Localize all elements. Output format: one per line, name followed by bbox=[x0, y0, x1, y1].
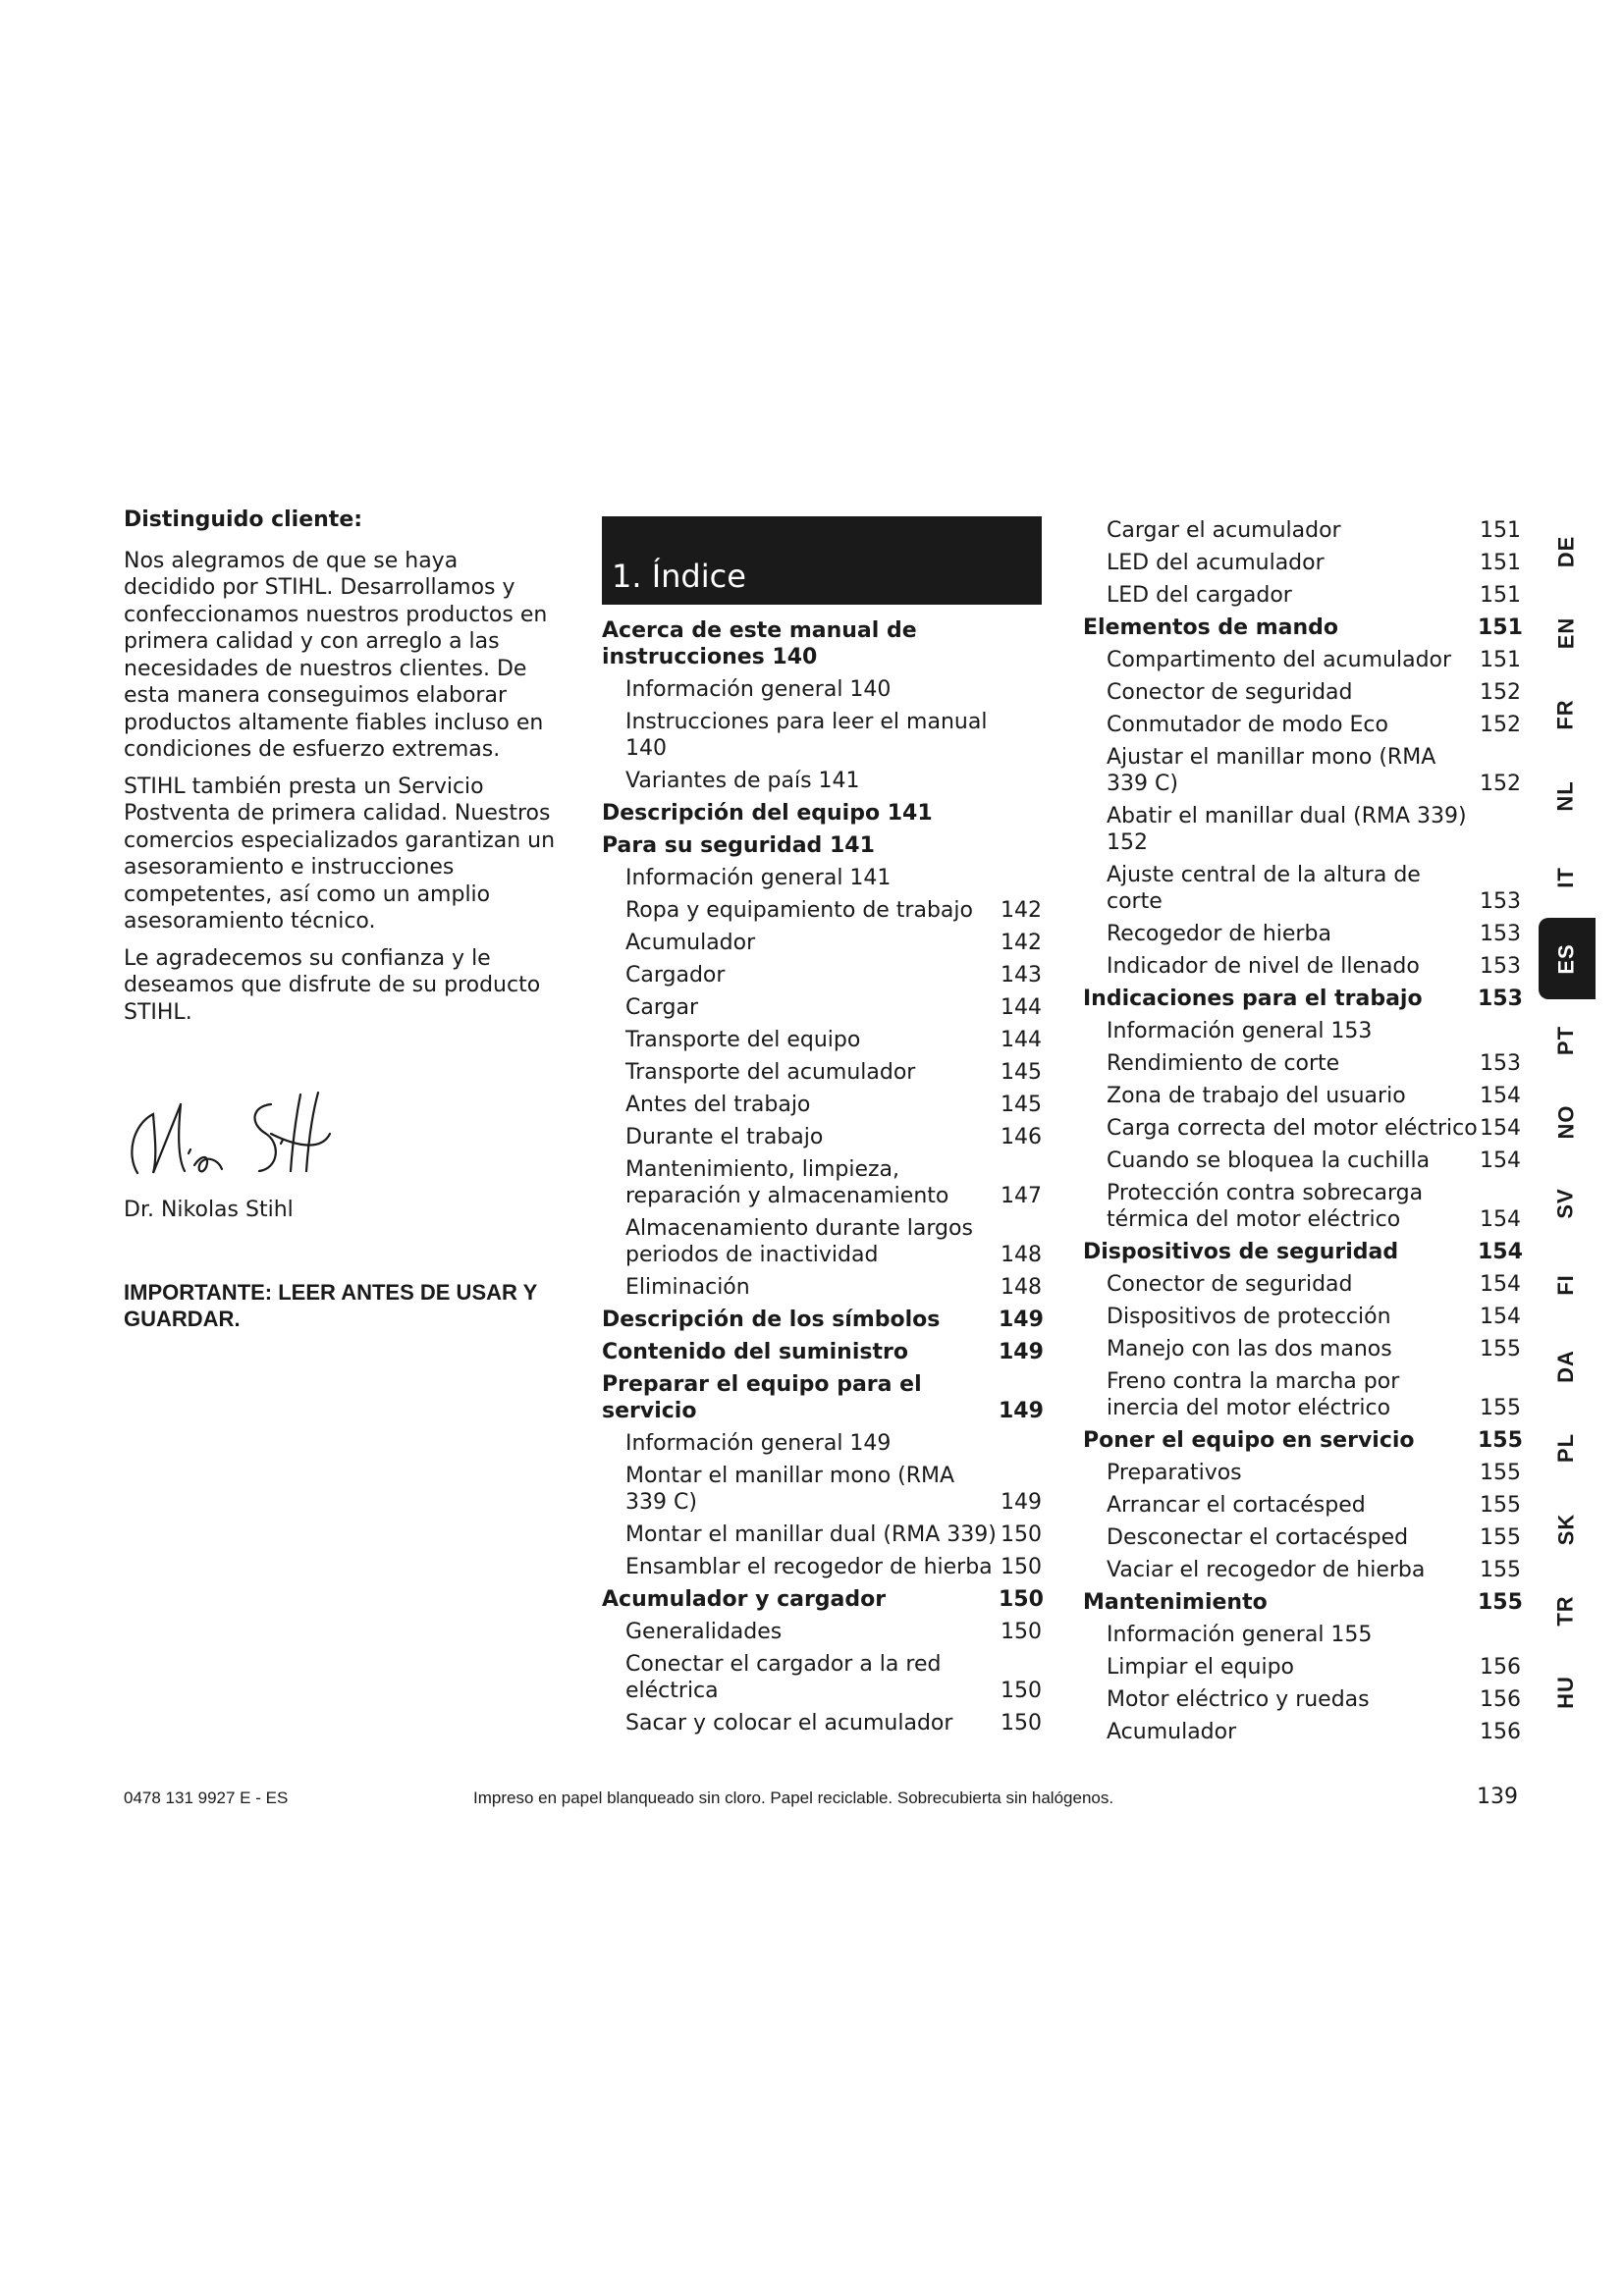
toc-entry-page: 143 bbox=[1001, 963, 1042, 988]
toc-entry-page: 149 bbox=[999, 1340, 1044, 1364]
toc-entry-page: 155 bbox=[1480, 1461, 1521, 1485]
toc-entry-page: 151 bbox=[1480, 518, 1521, 543]
toc-entry-page: 155 bbox=[1480, 1558, 1521, 1582]
toc-entry[interactable] bbox=[602, 1089, 1042, 1121]
toc-entry-title: Para su seguridad 141 bbox=[602, 833, 875, 858]
toc-entry[interactable] bbox=[602, 894, 1042, 927]
letter-greeting: Distinguido cliente: bbox=[124, 507, 363, 532]
toc-entry-title: Cargar bbox=[625, 995, 698, 1020]
toc-entry[interactable] bbox=[1083, 579, 1521, 612]
toc-entry-title: Montar el manillar mono (RMA 339 C) bbox=[625, 1464, 955, 1515]
toc-entry-page: 147 bbox=[1001, 1184, 1042, 1208]
toc-entry[interactable] bbox=[1083, 1333, 1521, 1365]
language-tab-label: DE bbox=[1553, 535, 1578, 567]
toc-section[interactable] bbox=[1083, 983, 1521, 1015]
language-tab-nl[interactable] bbox=[1537, 755, 1596, 836]
language-tab-pl[interactable] bbox=[1537, 1407, 1596, 1488]
toc-entry-title: Elementos de mando bbox=[1083, 615, 1339, 640]
toc-entry-title: Acumulador bbox=[1107, 1720, 1237, 1744]
toc-entry-title: Información general 141 bbox=[625, 866, 892, 890]
toc-entry-page: 146 bbox=[1001, 1125, 1042, 1149]
toc-entry[interactable] bbox=[602, 1024, 1042, 1056]
toc-entry-page: 154 bbox=[1480, 1084, 1521, 1108]
language-tab-en[interactable] bbox=[1537, 592, 1596, 673]
toc-entry-page: 149 bbox=[999, 1308, 1044, 1332]
toc-entry-title: Cargar el acumulador bbox=[1107, 518, 1341, 543]
toc-entry-title: Transporte del acumulador bbox=[625, 1060, 916, 1085]
document-number: 0478 131 9927 E - ES bbox=[124, 1789, 289, 1807]
letter-paragraph: Le agradecemos su confianza y le deseamos que disfrute de su producto STIHL. bbox=[124, 945, 541, 1025]
toc-entry[interactable] bbox=[602, 1056, 1042, 1089]
toc-entry[interactable] bbox=[1083, 1554, 1521, 1586]
toc-entry[interactable] bbox=[1083, 1268, 1521, 1301]
toc-entry-page: 144 bbox=[1001, 1028, 1042, 1052]
toc-entry-title: Información general 140 bbox=[625, 677, 892, 702]
toc-entry-page: 149 bbox=[1001, 1490, 1042, 1515]
toc-entry[interactable] bbox=[602, 706, 1042, 765]
toc-entry-title: Motor eléctrico y ruedas bbox=[1107, 1687, 1370, 1712]
toc-entry-title: Información general 149 bbox=[625, 1431, 892, 1456]
toc-entry-page: 153 bbox=[1480, 922, 1521, 946]
toc-entry-page: 150 bbox=[1001, 1679, 1042, 1703]
toc-entry[interactable] bbox=[1083, 800, 1521, 859]
toc-entry-title: Ajustar el manillar mono (RMA 339 C) bbox=[1107, 745, 1436, 796]
toc-entry-page: 145 bbox=[1001, 1060, 1042, 1085]
toc-entry[interactable] bbox=[1083, 1716, 1521, 1748]
toc-entry-page: 153 bbox=[1480, 954, 1521, 979]
toc-entry-page: 148 bbox=[1001, 1275, 1042, 1300]
toc-entry-title: Conmutador de modo Eco bbox=[1107, 713, 1388, 737]
language-tab-fr[interactable] bbox=[1537, 673, 1596, 755]
toc-entry-page: 154 bbox=[1478, 1240, 1523, 1264]
toc-entry[interactable] bbox=[1083, 547, 1521, 579]
toc-entry-title: Conector de seguridad bbox=[1107, 1272, 1353, 1297]
toc-entry[interactable] bbox=[602, 1616, 1042, 1648]
index-column-2 bbox=[1083, 514, 1521, 1748]
toc-entry-title: Variantes de país 141 bbox=[625, 769, 860, 793]
toc-entry[interactable] bbox=[602, 1648, 1042, 1707]
toc-entry-title: Vaciar el recogedor de hierba bbox=[1107, 1558, 1426, 1582]
index-title: 1. Índice bbox=[602, 516, 1042, 605]
signature-image bbox=[124, 1085, 359, 1183]
toc-entry[interactable] bbox=[602, 1427, 1042, 1460]
toc-entry-page: 150 bbox=[1001, 1555, 1042, 1579]
toc-entry-title: Montar el manillar dual (RMA 339) bbox=[625, 1522, 997, 1547]
toc-entry-title: Limpiar el equipo bbox=[1107, 1655, 1295, 1680]
toc-entry-title: Protección contra sobrecarga térmica del motor eléctrico bbox=[1107, 1181, 1424, 1232]
toc-entry-page: 153 bbox=[1480, 1051, 1521, 1076]
toc-entry[interactable] bbox=[602, 1519, 1042, 1551]
toc-entry[interactable] bbox=[1083, 918, 1521, 950]
toc-entry-page: 154 bbox=[1480, 1207, 1521, 1232]
toc-entry[interactable] bbox=[602, 1707, 1042, 1739]
toc-entry-title: Generalidades bbox=[625, 1620, 783, 1644]
toc-section[interactable] bbox=[602, 1336, 1042, 1368]
toc-entry-page: 155 bbox=[1480, 1396, 1521, 1420]
language-tab-label: TR bbox=[1552, 1594, 1578, 1627]
toc-entry-title: Carga correcta del motor eléctrico bbox=[1107, 1116, 1478, 1141]
toc-section[interactable] bbox=[602, 829, 1042, 862]
toc-entry-page: 150 bbox=[1001, 1522, 1042, 1547]
language-tab-label: PT bbox=[1553, 1025, 1578, 1055]
welcome-letter bbox=[124, 507, 556, 1036]
toc-entry-title: Manejo con las dos manos bbox=[1107, 1337, 1392, 1362]
toc-entry[interactable] bbox=[602, 1460, 1042, 1519]
language-tab-label: PL bbox=[1553, 1432, 1578, 1463]
toc-entry[interactable] bbox=[602, 1551, 1042, 1583]
toc-entry-page: 142 bbox=[1001, 931, 1042, 955]
toc-entry-title: Antes del trabajo bbox=[625, 1093, 811, 1117]
toc-entry-title: Eliminación bbox=[625, 1275, 750, 1300]
language-tab-label: IT bbox=[1553, 866, 1578, 888]
toc-entry-title: Acumulador y cargador bbox=[602, 1587, 887, 1612]
toc-entry[interactable] bbox=[1083, 1177, 1521, 1236]
toc-entry-page: 156 bbox=[1480, 1687, 1521, 1712]
toc-entry-title: Dispositivos de seguridad bbox=[1083, 1240, 1399, 1264]
toc-entry[interactable] bbox=[1083, 1145, 1521, 1177]
toc-entry-title: Desconectar el cortacésped bbox=[1107, 1525, 1409, 1550]
toc-entry[interactable] bbox=[1083, 859, 1521, 918]
toc-entry-title: Rendimiento de corte bbox=[1107, 1051, 1340, 1076]
toc-entry-page: 154 bbox=[1480, 1305, 1521, 1329]
language-tab-label: HU bbox=[1553, 1675, 1578, 1709]
toc-entry-page: 151 bbox=[1478, 615, 1523, 640]
toc-section[interactable] bbox=[602, 1304, 1042, 1336]
toc-entry-title: Poner el equipo en servicio bbox=[1083, 1428, 1415, 1453]
toc-entry-page: 150 bbox=[999, 1587, 1044, 1612]
page-number: 139 bbox=[1477, 1785, 1518, 1809]
language-tab-fi[interactable] bbox=[1537, 1244, 1596, 1325]
letter-paragraph: Nos alegramos de que se haya decidido por STIHL. Desarrollamos y confeccionamos nuestros productos en primera calidad y con arreglo a las necesidades de nuestros clientes. De esta manera conseguimos elaborar productos altamente fiables incluso en condiciones de esfuerzo extremas. bbox=[124, 548, 548, 762]
toc-entry[interactable] bbox=[602, 1121, 1042, 1153]
language-tab-label: EN bbox=[1553, 616, 1578, 649]
toc-entry-title: Instrucciones para leer el manual 140 bbox=[625, 710, 988, 761]
signer-name: Dr. Nikolas Stihl bbox=[124, 1198, 294, 1222]
index-column-1 bbox=[602, 516, 1042, 1739]
toc-section[interactable] bbox=[602, 1368, 1042, 1427]
toc-entry-page: 154 bbox=[1480, 1272, 1521, 1297]
toc-entry[interactable] bbox=[1083, 676, 1521, 709]
toc-section[interactable] bbox=[1083, 1586, 1521, 1619]
toc-entry-page: 154 bbox=[1480, 1148, 1521, 1173]
toc-entry-title: Contenido del suministro bbox=[602, 1340, 908, 1364]
toc-entry-page: 150 bbox=[1001, 1711, 1042, 1735]
toc-section[interactable] bbox=[602, 614, 1042, 673]
language-tab-label: NO bbox=[1553, 1104, 1578, 1139]
toc-entry-page: 142 bbox=[1001, 898, 1042, 923]
toc-entry-title: LED del cargador bbox=[1107, 583, 1292, 608]
toc-entry[interactable] bbox=[1083, 1651, 1521, 1683]
toc-entry-page: 151 bbox=[1480, 583, 1521, 608]
letter-paragraph: STIHL también presta un Servicio Postventa de primera calidad. Nuestros comercios especializados garantizan un asesoramiento e instrucciones competentes, así como un amplio asesoramiento técnico. bbox=[124, 774, 556, 934]
toc-entry[interactable] bbox=[1083, 709, 1521, 741]
toc-entry-title: Freno contra la marcha por inercia del motor eléctrico bbox=[1107, 1369, 1400, 1420]
toc-entry-title: Acumulador bbox=[625, 931, 756, 955]
toc-entry-title: Acerca de este manual de instrucciones 140 bbox=[602, 618, 917, 669]
toc-entry-title: Conectar el cargador a la red eléctrica bbox=[625, 1652, 942, 1703]
toc-entry-title: Descripción de los símbolos bbox=[602, 1308, 941, 1332]
toc-entry-page: 155 bbox=[1478, 1428, 1523, 1453]
toc-entry-title: Descripción del equipo 141 bbox=[602, 801, 933, 826]
toc-entry-page: 156 bbox=[1480, 1720, 1521, 1744]
toc-entry-page: 149 bbox=[999, 1399, 1044, 1423]
toc-list bbox=[1083, 514, 1521, 1748]
language-tab-es[interactable] bbox=[1539, 918, 1596, 999]
toc-entry-title: Indicador de nivel de llenado bbox=[1107, 954, 1420, 979]
toc-entry-title: Conector de seguridad bbox=[1107, 680, 1353, 705]
language-tab-sv[interactable] bbox=[1537, 1162, 1596, 1244]
language-tab-no[interactable] bbox=[1537, 1081, 1596, 1162]
toc-section[interactable] bbox=[602, 797, 1042, 829]
toc-entry[interactable] bbox=[602, 673, 1042, 706]
toc-entry-page: 152 bbox=[1480, 772, 1521, 796]
language-tab-label: SV bbox=[1552, 1187, 1578, 1219]
toc-entry[interactable] bbox=[1083, 1015, 1521, 1047]
language-tab-da[interactable] bbox=[1537, 1325, 1596, 1407]
toc-entry-title: Preparar el equipo para el servicio bbox=[602, 1372, 922, 1423]
toc-entry-title: Abatir el manillar dual (RMA 339) 152 bbox=[1107, 804, 1467, 855]
toc-entry[interactable] bbox=[602, 862, 1042, 894]
toc-entry-title: LED del acumulador bbox=[1107, 551, 1325, 575]
toc-entry[interactable] bbox=[602, 1153, 1042, 1212]
toc-entry[interactable] bbox=[602, 1212, 1042, 1271]
toc-entry-title: Ropa y equipamiento de trabajo bbox=[625, 898, 973, 923]
language-tab-hu[interactable] bbox=[1537, 1651, 1596, 1733]
toc-entry-title: Sacar y colocar el acumulador bbox=[625, 1711, 953, 1735]
toc-entry-page: 152 bbox=[1480, 680, 1521, 705]
toc-entry-title: Mantenimiento bbox=[1083, 1590, 1268, 1615]
language-tab-tr[interactable] bbox=[1537, 1570, 1596, 1651]
toc-entry-page: 155 bbox=[1480, 1525, 1521, 1550]
toc-entry[interactable] bbox=[1083, 1080, 1521, 1112]
toc-entry[interactable] bbox=[602, 991, 1042, 1024]
toc-entry[interactable] bbox=[1083, 950, 1521, 983]
language-tab-label: DA bbox=[1553, 1349, 1578, 1383]
toc-entry-title: Dispositivos de protección bbox=[1107, 1305, 1391, 1329]
toc-list bbox=[602, 614, 1042, 1739]
toc-entry-page: 152 bbox=[1480, 713, 1521, 737]
language-tab-pt[interactable] bbox=[1537, 999, 1596, 1081]
toc-entry-title: Cargador bbox=[625, 963, 726, 988]
toc-entry-page: 156 bbox=[1480, 1655, 1521, 1680]
toc-entry-title: Durante el trabajo bbox=[625, 1125, 824, 1149]
toc-section[interactable] bbox=[602, 1583, 1042, 1616]
language-tab-it[interactable] bbox=[1537, 836, 1596, 918]
language-tab-label: FR bbox=[1552, 698, 1578, 730]
toc-section[interactable] bbox=[1083, 1424, 1521, 1457]
toc-entry[interactable] bbox=[1083, 1683, 1521, 1716]
toc-entry-page: 151 bbox=[1480, 551, 1521, 575]
toc-entry-page: 150 bbox=[1001, 1620, 1042, 1644]
toc-entry-title: Cuando se bloquea la cuchilla bbox=[1107, 1148, 1431, 1173]
toc-entry-title: Compartimento del acumulador bbox=[1107, 648, 1452, 672]
toc-entry[interactable] bbox=[1083, 1301, 1521, 1333]
toc-entry[interactable] bbox=[1083, 1489, 1521, 1522]
toc-entry-title: Indicaciones para el trabajo bbox=[1083, 987, 1423, 1011]
language-tab-label: NL bbox=[1552, 779, 1578, 812]
toc-entry-page: 153 bbox=[1478, 987, 1523, 1011]
toc-entry[interactable] bbox=[1083, 741, 1521, 800]
toc-entry-page: 145 bbox=[1001, 1093, 1042, 1117]
toc-entry[interactable] bbox=[1083, 1047, 1521, 1080]
toc-entry-title: Arrancar el cortacésped bbox=[1107, 1493, 1366, 1518]
toc-entry-title: Zona de trabajo del usuario bbox=[1107, 1084, 1406, 1108]
language-tab-sk[interactable] bbox=[1537, 1488, 1596, 1570]
toc-entry-title: Ensamblar el recogedor de hierba bbox=[625, 1555, 993, 1579]
toc-section[interactable] bbox=[1083, 612, 1521, 644]
language-tab-de[interactable] bbox=[1537, 510, 1596, 592]
toc-entry-page: 148 bbox=[1001, 1243, 1042, 1267]
toc-entry-title: Almacenamiento durante largos periodos de inactividad bbox=[625, 1216, 973, 1267]
toc-entry-page: 153 bbox=[1480, 889, 1521, 914]
toc-entry-page: 155 bbox=[1478, 1590, 1523, 1615]
toc-entry[interactable] bbox=[1083, 644, 1521, 676]
toc-entry[interactable] bbox=[602, 765, 1042, 797]
language-tab-label: SK bbox=[1553, 1513, 1578, 1545]
toc-entry-title: Mantenimiento, limpieza, reparación y almacenamiento bbox=[625, 1157, 949, 1208]
language-tab-label: ES bbox=[1553, 942, 1579, 975]
toc-entry-page: 151 bbox=[1480, 648, 1521, 672]
toc-entry[interactable] bbox=[1083, 1457, 1521, 1489]
language-tab-label: FI bbox=[1553, 1273, 1578, 1296]
toc-entry-title: Ajuste central de la altura de corte bbox=[1107, 863, 1421, 914]
toc-entry-title: Información general 153 bbox=[1107, 1019, 1373, 1043]
toc-entry-title: Transporte del equipo bbox=[625, 1028, 861, 1052]
toc-entry[interactable] bbox=[1083, 1522, 1521, 1554]
toc-section[interactable] bbox=[1083, 1236, 1521, 1268]
toc-entry-title: Recogedor de hierba bbox=[1107, 922, 1331, 946]
language-tabs bbox=[1537, 510, 1596, 1733]
toc-entry-page: 144 bbox=[1001, 995, 1042, 1020]
toc-entry-page: 154 bbox=[1480, 1116, 1521, 1141]
toc-entry[interactable] bbox=[1083, 1619, 1521, 1651]
toc-entry-title: Información general 155 bbox=[1107, 1623, 1373, 1647]
toc-entry-title: Preparativos bbox=[1107, 1461, 1242, 1485]
print-note: Impreso en papel blanqueado sin cloro. Papel reciclable. Sobrecubierta sin halógenos. bbox=[473, 1789, 1114, 1807]
toc-entry[interactable] bbox=[1083, 514, 1521, 547]
toc-entry[interactable] bbox=[602, 927, 1042, 959]
toc-entry[interactable] bbox=[602, 959, 1042, 991]
toc-entry-page: 155 bbox=[1480, 1493, 1521, 1518]
toc-entry[interactable] bbox=[1083, 1112, 1521, 1145]
toc-entry[interactable] bbox=[602, 1271, 1042, 1304]
toc-entry[interactable] bbox=[1083, 1365, 1521, 1424]
toc-entry-page: 155 bbox=[1480, 1337, 1521, 1362]
important-notice: IMPORTANTE: LEER ANTES DE USAR Y GUARDAR. bbox=[124, 1280, 537, 1331]
